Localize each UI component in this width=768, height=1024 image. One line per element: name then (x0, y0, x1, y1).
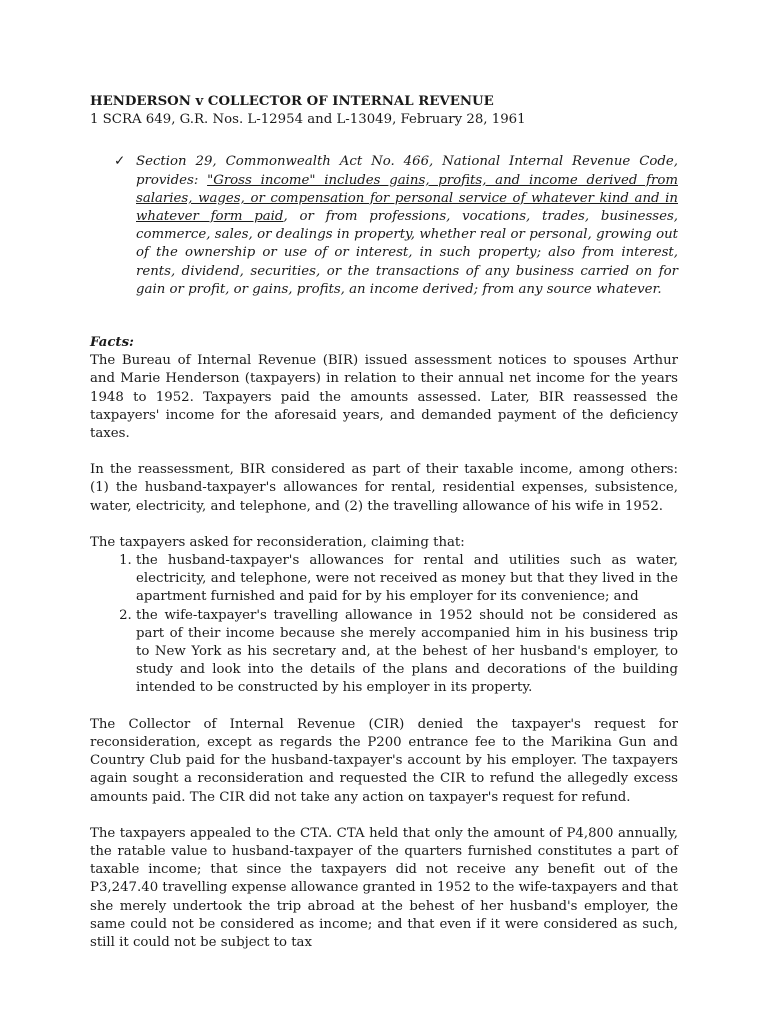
facts-paragraph-3: The taxpayers asked for reconsideration, claiming that: (90, 534, 465, 550)
case-title: HENDERSON v COLLECTOR OF INTERNAL REVENUE (90, 94, 494, 109)
facts-paragraph-4: The Collector of Internal Revenue (CIR) denied the taxpayer's request for reconsideration, except as regards the P200 entrance fee to the Marikina Gun and Country Club paid for the husband-taxpayer's account by his employer. The taxpayers again sought a reconsideration and requested the CIR to refund the allegedly excess amounts paid. The CIR did not take any action on taxpayer's request for refund. (90, 716, 678, 805)
facts-heading: Facts: (90, 335, 134, 351)
claims-list-item: 1. the husband-taxpayer's allowances for rental and utilities such as water, electricity, and telephone, were not received as money but that they lived in the apartment furnished and paid for by his employer for its convenience; and (136, 552, 678, 607)
check-icon: ✓ (114, 154, 126, 170)
facts-paragraph-5: The taxpayers appealed to the CTA. CTA held that only the amount of P4,800 annually, the ratable value to husband-taxpayer of the quarters furnished constitutes a part of taxable income; that since the taxpayers did not receive any benefit out of the P3,247.40 travelling expense allowance granted in 1952 to the wife-taxpayers and that she merely undertook the trip abroad at the behest of her husband's employer, the same could not be considered as income; and that even if it were considered as such, still it could not be subject to tax (90, 825, 678, 950)
claims-list-item: 2. the wife-taxpayer's travelling allowance in 1952 should not be considered as part of their income because she merely accompanied him in his business trip to New York as his secretary and, at the behest of her husband's employer, to study and look into the details of the plans and decorations of the building intended to be constructed by his employer in its property. (136, 607, 678, 698)
claims-list (90, 552, 678, 698)
facts-paragraph-1: The Bureau of Internal Revenue (BIR) issued assessment notices to spouses Arthur and Marie Henderson (taxpayers) in relation to their annual net income for the years 1948 to 1952. Taxpayers paid the amounts assessed. Later, BIR reassessed the taxpayers' income for the aforesaid years, and demanded payment of the deficiency taxes. (90, 353, 678, 442)
provision-underlined: "Gross income" includes gains, profits, and income derived from salaries, wages, or compensation for personal service of whatever kind and in whatever form paid (136, 172, 678, 225)
provision-block (90, 153, 678, 299)
document-page (90, 93, 678, 970)
provision-lead: Section 29, Commonwealth Act No. 466, National Internal Revenue Code, provides: (136, 154, 678, 188)
provision-rest: , or from professions, vocations, trades, businesses, commerce, sales, or dealings in property, whether real or personal, growing out of the ownership or use of or interest, in such property; also from interest, rents, dividend, securities, or the transactions of any business carried on for gain or profit, or gains, profits, an income derived; from any source whatever. (136, 209, 679, 297)
case-citation: 1 SCRA 649, G.R. Nos. L-12954 and L-13049, February 28, 1961 (90, 112, 526, 128)
facts-paragraph-2: In the reassessment, BIR considered as part of their taxable income, among others: (1) the husband-taxpayer's allowances for rental, residential expenses, subsistence, water, electricity, and telephone, and (2) the travelling allowance of his wife in 1952. (90, 462, 678, 514)
